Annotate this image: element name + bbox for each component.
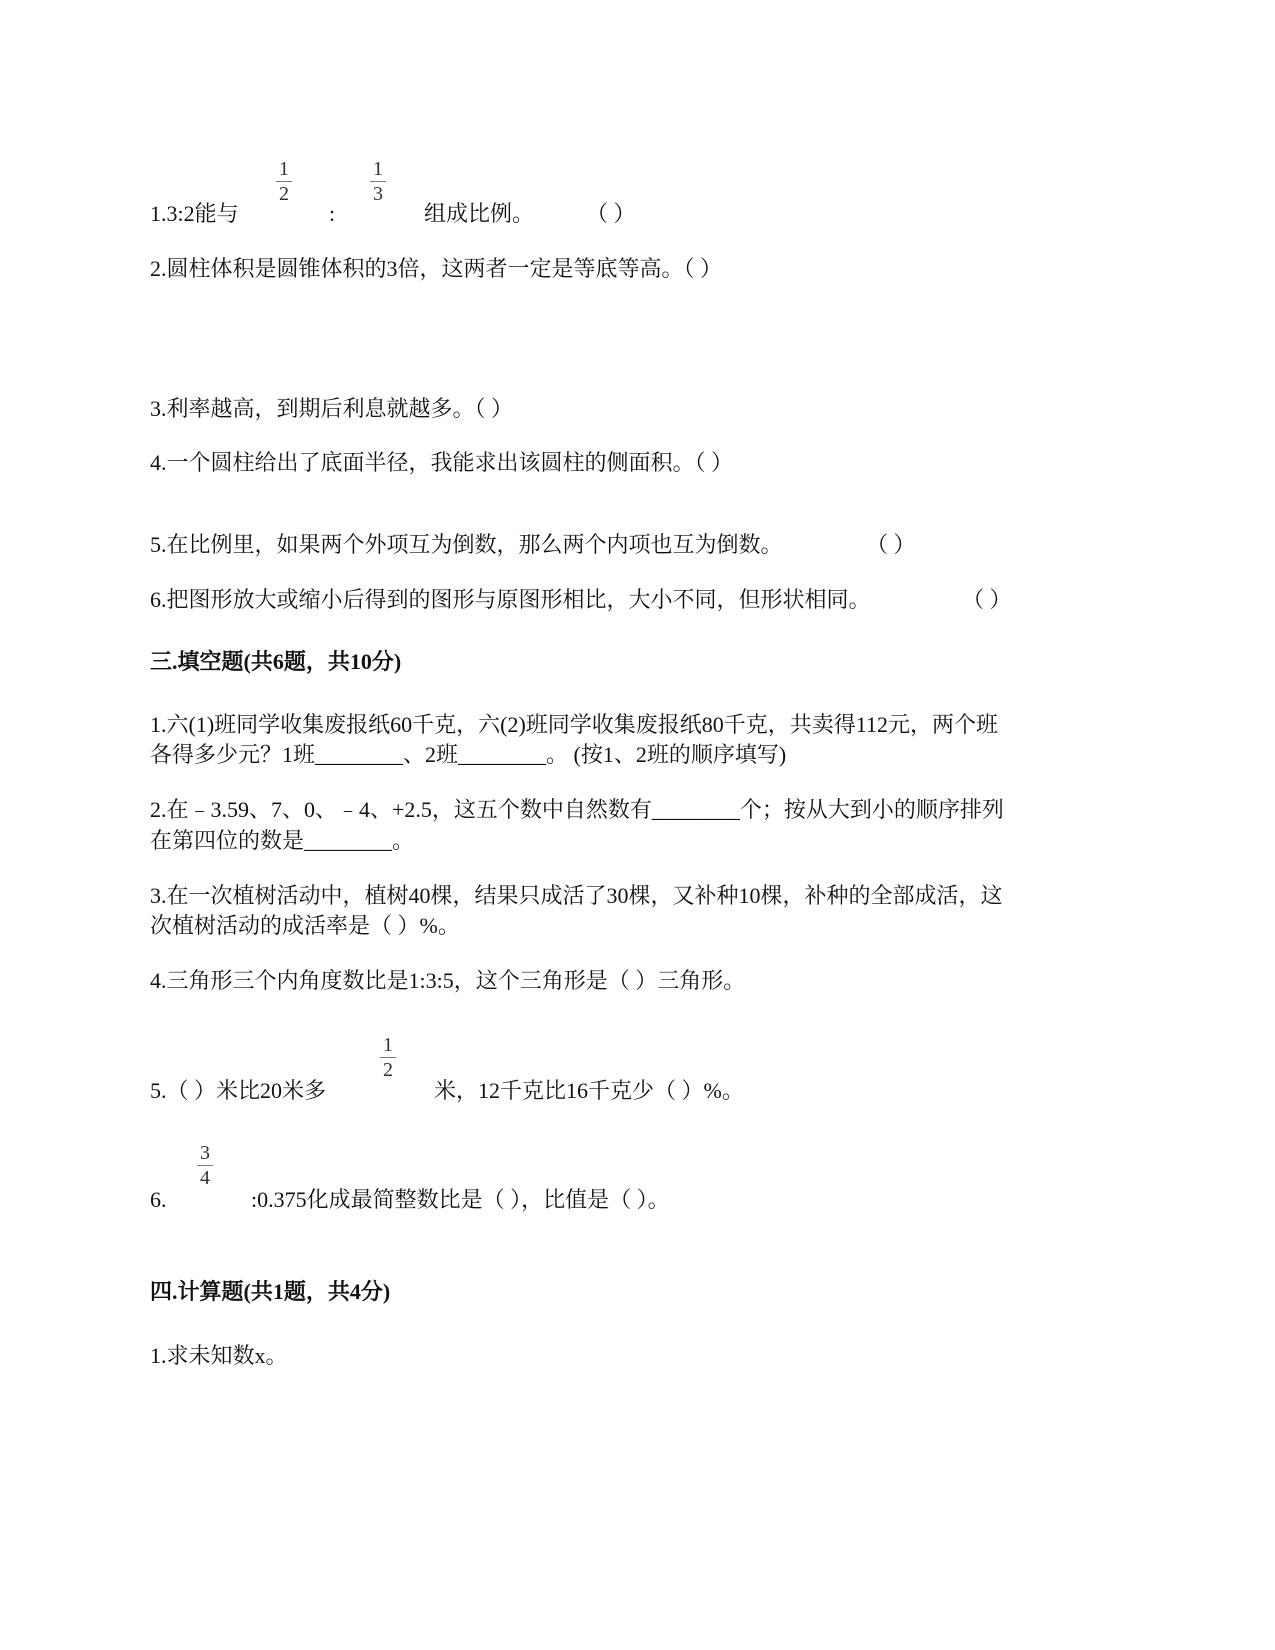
fraction-three-quarters	[197, 1142, 213, 1189]
fill-question-1-line-1: 1.六(1)班同学收集废报纸60千克，六(2)班同学收集废报纸80千克，共卖得112元，两个班	[150, 712, 998, 737]
fill-question-3-line-1: 3.在一次植树活动中，植树40棵，结果只成活了30棵，又补种10棵，补种的全部成活，这	[150, 883, 1003, 908]
fill-question-5-tail: 米，12千克比16千克少（ ）%。	[434, 1078, 744, 1103]
fraction-bar	[197, 1165, 213, 1166]
question-6-text: 6.把图形放大或缩小后得到的图形与原图形相比，大小不同，但形状相同。	[150, 587, 871, 612]
fill-question-2-line-2: 在第四位的数是________。	[150, 828, 415, 853]
fill-question-4: 4.三角形三个内角度数比是1:3:5，这个三角形是（ ）三角形。	[150, 968, 746, 993]
calc-question-1: 1.求未知数x。	[150, 1343, 288, 1368]
fraction-one-third	[370, 158, 386, 205]
fill-question-3-line-2: 次植树活动的成活率是（ ）%。	[150, 913, 460, 938]
question-5-text: 5.在比例里，如果两个外项互为倒数，那么两个内项也互为倒数。	[150, 532, 783, 557]
answer-paren: （ ）	[866, 532, 916, 557]
fraction-one-half	[276, 158, 292, 205]
fraction-one-half	[380, 1034, 396, 1081]
answer-paren: （ ）	[586, 201, 636, 226]
fraction-bar	[276, 181, 292, 182]
question-4: 4.一个圆柱给出了底面半径，我能求出该圆柱的侧面积。（ ）	[150, 450, 734, 475]
question-2: 2.圆柱体积是圆锥体积的3倍，这两者一定是等底等高。（ ）	[150, 256, 723, 281]
question-3: 3.利率越高，到期后利息就越多。（ ）	[150, 396, 514, 421]
fraction-numerator: 1	[383, 1034, 393, 1056]
fill-question-2-line-1: 2.在﹣3.59、7、0、﹣4、+2.5，这五个数中自然数有________个；按从大到小的顺序排列	[150, 797, 1004, 822]
fraction-denominator: 4	[200, 1167, 210, 1189]
answer-paren: （ ）	[962, 587, 1012, 612]
fill-question-6-number: 6.	[150, 1187, 167, 1212]
ratio-colon: :	[329, 201, 336, 226]
fraction-bar	[380, 1057, 396, 1058]
fraction-numerator: 1	[373, 158, 383, 180]
fill-question-6-tail: :0.375化成最简整数比是（ ），比值是（ ）。	[251, 1187, 670, 1212]
section-4-title: 四.计算题(共1题，共4分)	[150, 1279, 391, 1304]
fraction-bar	[370, 181, 386, 182]
fraction-denominator: 2	[383, 1059, 393, 1081]
fill-question-5-text: 5.（ ）米比20米多	[150, 1078, 327, 1103]
fraction-numerator: 1	[279, 158, 289, 180]
question-1-text: 1.3:2能与	[150, 201, 239, 226]
fraction-denominator: 3	[373, 183, 383, 205]
section-3-title: 三.填空题(共6题，共10分)	[150, 649, 402, 674]
fraction-denominator: 2	[279, 183, 289, 205]
fill-question-1-line-2: 各得多少元？1班________、2班________。 (按1、2班的顺序填写)	[150, 742, 787, 767]
fraction-numerator: 3	[200, 1142, 210, 1164]
question-1-tail: 组成比例。	[424, 201, 535, 226]
